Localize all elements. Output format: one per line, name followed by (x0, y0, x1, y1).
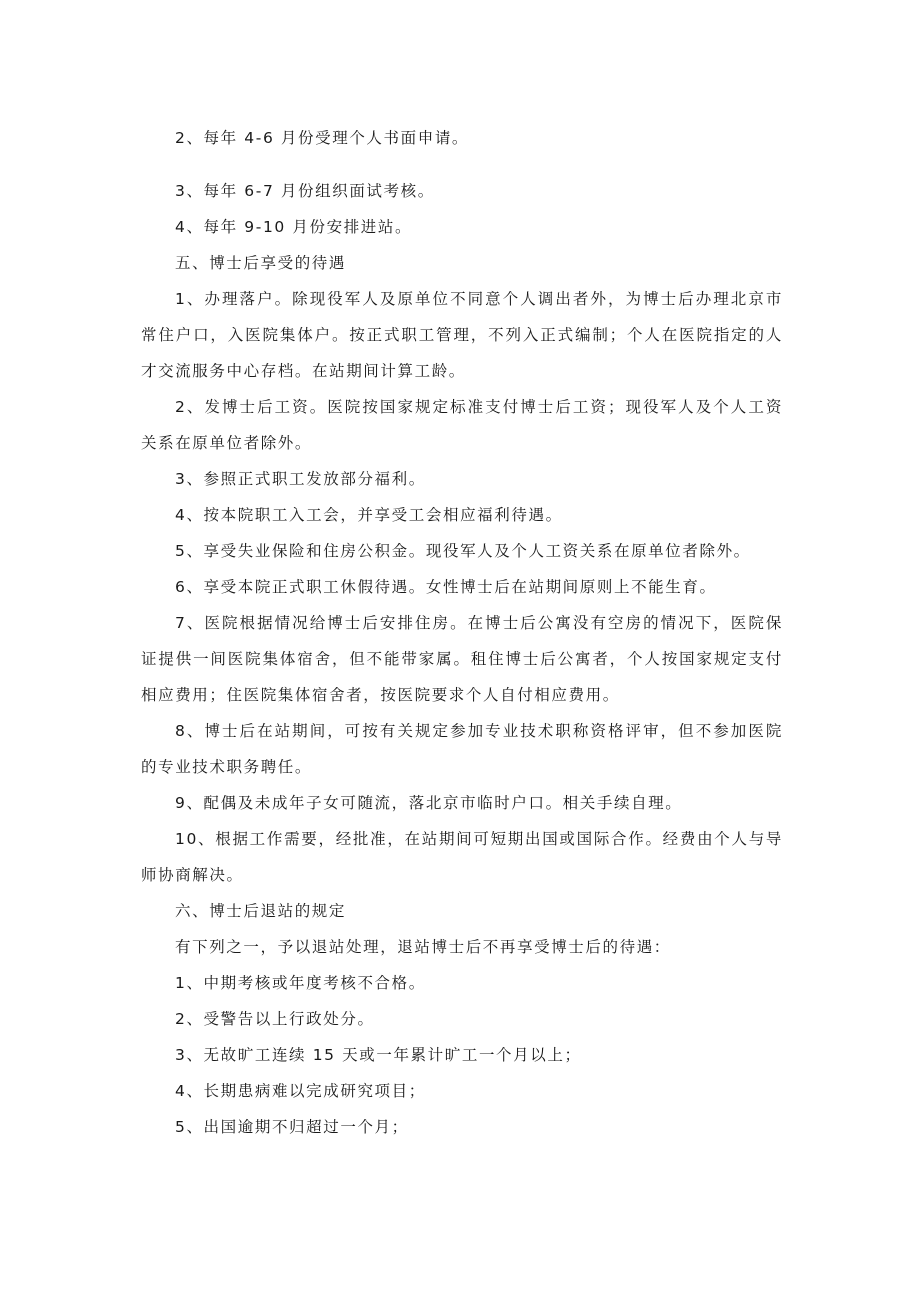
paragraph-benefit-family: 9、配偶及未成年子女可随流，落北京市临时户口。相关手续自理。 (175, 794, 683, 812)
paragraph-benefit-housing: 7、医院根据情况给博士后安排住房。在博士后公寓没有空房的情况下，医院保证提供一间医院集体宿舍，但不能带家属。租住博士后公寓者，个人按国家规定支付相应费用；住医院集体宿舍者，按医院要求个人自付相应费用。 (141, 614, 783, 704)
section-heading-withdrawal: 六、博士后退站的规定 (175, 902, 347, 920)
paragraph-withdrawal-intro: 有下列之一，予以退站处理，退站博士后不再享受博士后的待遇： (175, 938, 671, 956)
paragraph-application-period: 2、每年 4-6 月份受理个人书面申请。 (175, 129, 470, 147)
paragraph-benefit-title-review: 8、博士后在站期间，可按有关规定参加专业技术职称资格评审，但不参加医院的专业技术职务聘任。 (141, 722, 783, 776)
paragraph-benefit-welfare: 3、参照正式职工发放部分福利。 (175, 470, 426, 488)
paragraph-withdrawal-overseas: 5、出国逾期不归超过一个月； (175, 1118, 409, 1136)
paragraph-entry-period: 4、每年 9-10 月份安排进站。 (175, 218, 413, 236)
paragraph-withdrawal-absence: 3、无故旷工连续 15 天或一年累计旷工一个月以上； (175, 1046, 582, 1064)
paragraph-benefit-union: 4、按本院职工入工会，并享受工会相应福利待遇。 (175, 506, 563, 524)
section-heading-benefits: 五、博士后享受的待遇 (175, 254, 347, 272)
paragraph-benefit-residence: 1、办理落户。除现役军人及原单位不同意个人调出者外，为博士后办理北京市常住户口，入医院集体户。按正式职工管理，不列入正式编制；个人在医院指定的人才交流服务中心存档。在站期间计算工龄。 (141, 290, 783, 380)
paragraph-withdrawal-discipline: 2、受警告以上行政处分。 (175, 1010, 375, 1028)
paragraph-withdrawal-assessment: 1、中期考核或年度考核不合格。 (175, 974, 426, 992)
paragraph-interview-period: 3、每年 6-7 月份组织面试考核。 (175, 182, 435, 200)
paragraph-benefit-abroad: 10、根据工作需要，经批准，在站期间可短期出国或国际合作。经费由个人与导师协商解决。 (141, 830, 783, 884)
document-body (141, 120, 783, 1145)
paragraph-withdrawal-illness: 4、长期患病难以完成研究项目； (175, 1082, 426, 1100)
paragraph-benefit-salary: 2、发博士后工资。医院按国家规定标准支付博士后工资；现役军人及个人工资关系在原单位者除外。 (141, 398, 783, 452)
paragraph-benefit-leave: 6、享受本院正式职工休假待遇。女性博士后在站期间原则上不能生育。 (175, 578, 717, 596)
paragraph-benefit-insurance: 5、享受失业保险和住房公积金。现役军人及个人工资关系在原单位者除外。 (175, 542, 751, 560)
